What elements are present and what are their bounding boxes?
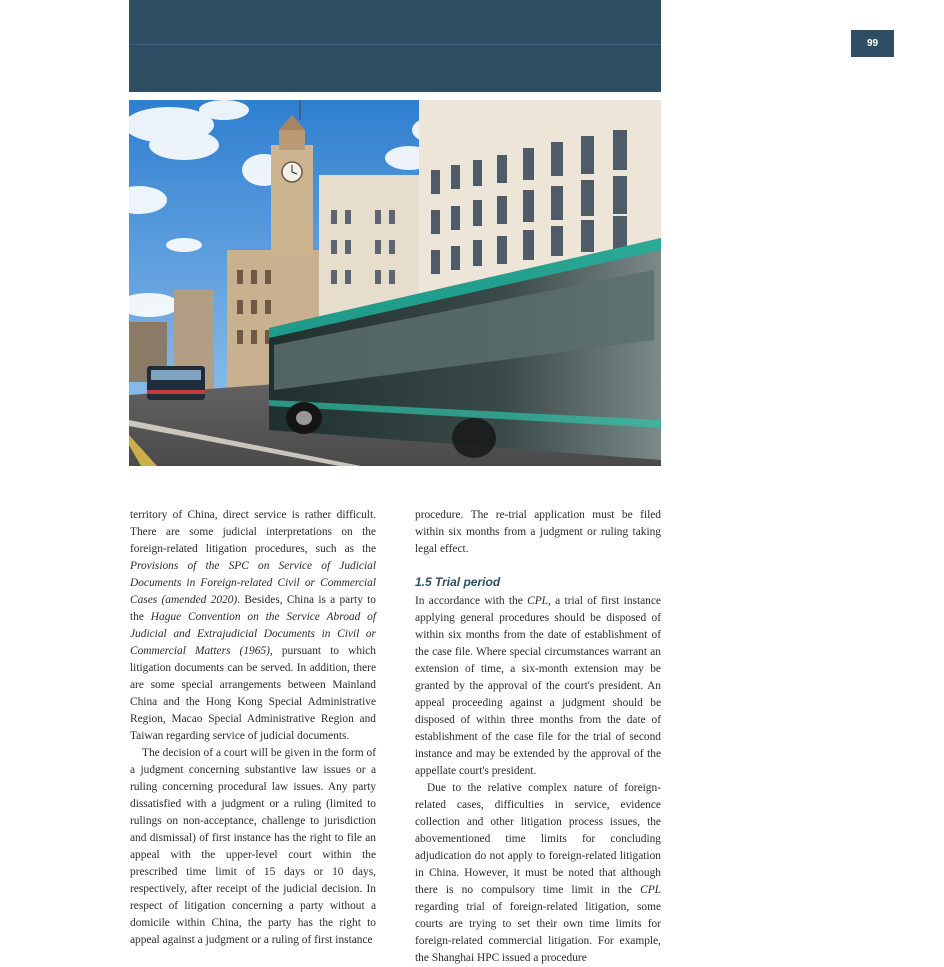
header-band-divider <box>129 44 661 45</box>
text-run: , pursuant to which litigation documents can be served. In addition, there are some special arrangements between Mainland China and the Hong Kong Special Administrative Region, Macao Special Administrative Region and Taiwan regarding service of judicial documents. <box>130 645 376 742</box>
text-run: In accordance with the <box>415 595 528 607</box>
page-number: 99 <box>851 30 894 57</box>
section-heading-trial-period: 1.5 Trial period <box>415 575 501 589</box>
text-run: regarding trial of foreign-related litigation, some courts are trying to set their own time limits for foreign-related commercial litigation. For example, the Shanghai HPC issued a procedure <box>415 901 661 964</box>
right-paragraph-2 <box>415 593 661 780</box>
text-run: Due to the relative complex nature of foreign-related cases, difficulties in service, evidence collection and other litigation process issues, the abovementioned time limits for concluding adjudication do not apply to foreign-related litigation in China. However, it must be noted that although there is no compulsory time limit in the <box>415 782 661 896</box>
street-scene-photo <box>129 100 661 466</box>
text-run: , a trial of first instance applying general procedures should be disposed of within six months from the date of establishment of the case file. Where special circumstances warrant an extension of time, a six-month extension may be granted by the approval of the court's president. An appeal proceeding against a judgment should be disposed of within three months from the date of establishment of the case file for the trial of second instance and may be extended by the approval of the appellate court's president. <box>415 595 661 777</box>
italic-text-run: CPL <box>527 595 549 607</box>
text-run: The decision of a court will be given in the form of a judgment concerning substantive law issues or a ruling concerning procedural law issues. Any party dissatisfied with a judgment or a ruling (limited to rulings on non-acceptance, challenge to jurisdiction and dismissal) of first instance has the right to file an appeal with the upper-level court within the prescribed time limit of 15 days or 10 days, respectively, after receipt of the judicial decision. In respect of litigation concerning a party without a domicile within China, the party has the right to appeal against a judgment or a ruling of first instance <box>130 747 376 946</box>
left-paragraph-2 <box>130 745 376 949</box>
distant-bus <box>147 366 205 400</box>
photo-illustration <box>129 100 661 466</box>
left-text-column <box>130 507 376 949</box>
italic-text-run: Hague Convention on the Service Abroad of Judicial and Extrajudicial Documents in Civil or Commercial Matters (1965) <box>130 611 377 657</box>
right-paragraph-3 <box>415 780 661 967</box>
text-run: . Besides, China is a party to the <box>130 594 376 623</box>
right-text-column <box>415 507 661 967</box>
header-band <box>129 0 661 92</box>
italic-text-run: CPL <box>640 884 661 896</box>
text-run: territory of China, direct service is rather difficult. There are some judicial interpretations on the foreign-related litigation procedures, such as the <box>130 509 376 555</box>
text-run: procedure. The re-trial application must be filed within six months from a judgment or ruling taking legal effect. <box>415 509 661 555</box>
right-paragraph-1 <box>415 507 661 558</box>
italic-text-run: Provisions of the SPC on Service of Judicial Documents in Foreign-related Civil or Commercial Cases (amended 2020) <box>130 560 376 606</box>
left-paragraph-1 <box>130 507 376 745</box>
